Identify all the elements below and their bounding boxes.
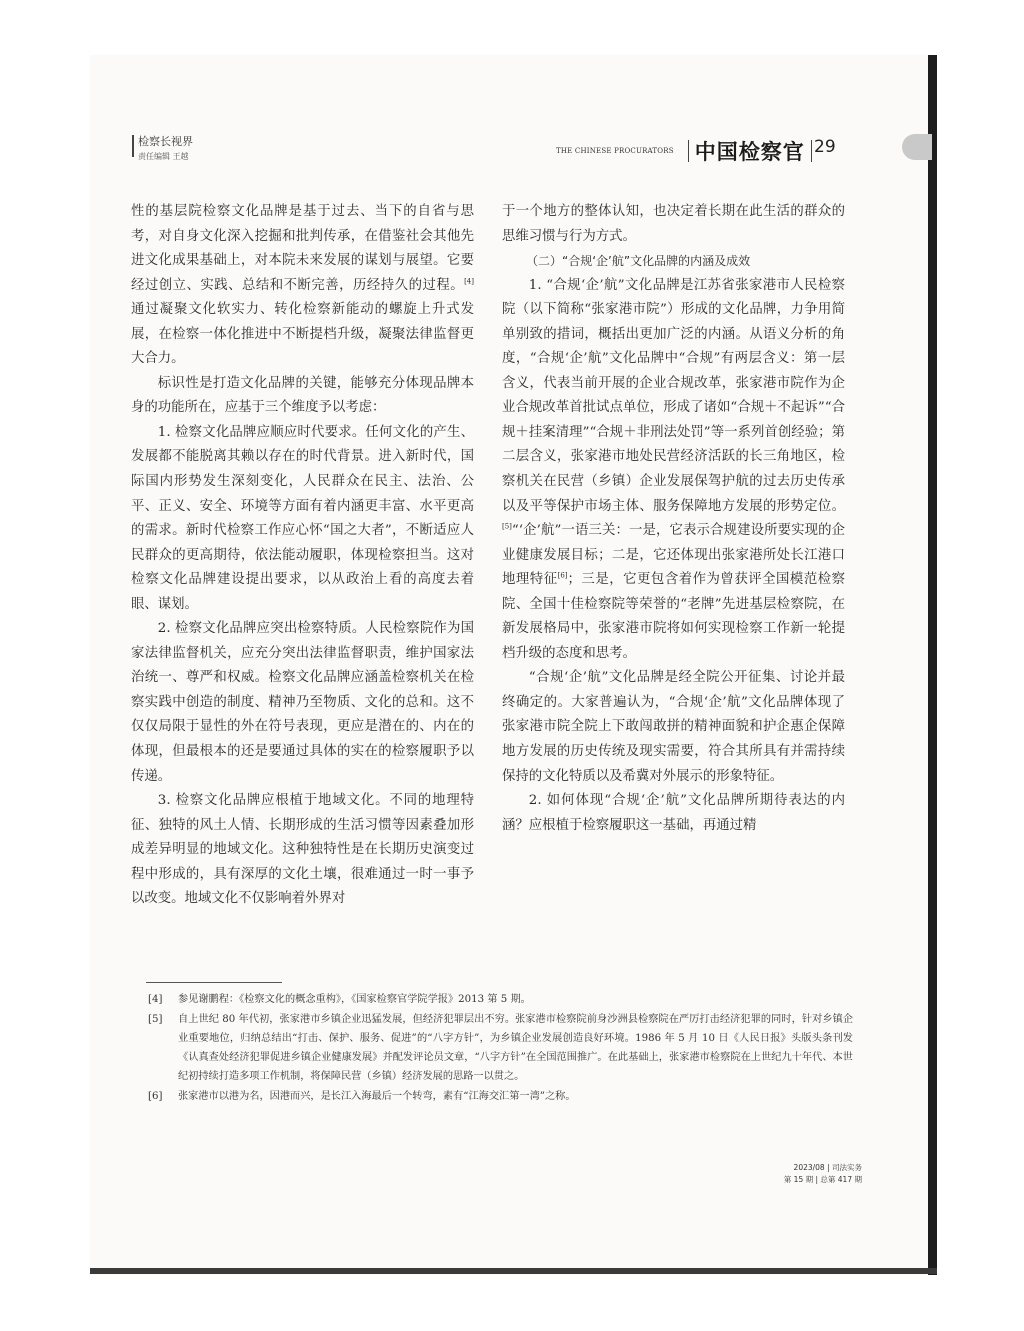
footnote-ref: [6] <box>557 571 568 580</box>
masthead <box>556 136 818 166</box>
page-spine <box>928 55 937 1275</box>
magazine-name-en: THE CHINESE PROCURATORS <box>556 147 674 155</box>
paragraph: 3. 检察文化品牌应根植于地域文化。不同的地理特征、独特的风土人情、长期形成的生活习惯等因素叠加形成差异明显的地域文化。这种独特性是在长期历史演变过程中形成的，具有深厚的文化土壤，很难通过一时一事予以改变。地域文化不仅影响着外界对 <box>131 793 474 907</box>
paragraph: “合规‘企’航”文化品牌是经全院公开征集、讨论并最终确定的。大家普遍认为，“合规‘企’航”文化品牌体现了张家港市院全院上下敢闯敢拼的精神面貌和护企惠企保障地方发展的历史传统及现实需要，符合其所具有并需持续保持的文化特质以及希冀对外展示的形象特征。 <box>502 670 845 784</box>
paragraph: 1. “合规‘企’航”文化品牌是江苏省张家港市人民检察院（以下简称“张家港市院”）形成的文化品牌，力争用简单别致的措词，概括出更加广泛的内涵。从语义分析的角度，“合规‘企’航”文化品牌中“合规”有两层含义：第一层含义，代表当前开展的企业合规改革，张家港市院作为企业合规改革首批试点单位，形成了诸如“合规＋不起诉”“合规＋挂案清理”“合规＋非刑法处罚”等一系列首创经验；第二层含义，张家港市地处民营经济活跃的长三角地区，检察机关在民营（乡镇）企业发展保驾护航的过去历史传承以及平等保护市场主体、服务保障地方发展的形势定位。[5]“‘企’航”一语三关：一是，它表示合规建设所要实现的企业健康发展目标；二是，它还体现出张家港所处长江港口地理特征[6]；三是，它更包含着作为曾获评全国模范检察院、全国十佳检察院等荣誉的“老牌”先进基层检察院，在新发展格局中，张家港市院将如何实现检察工作新一轮提档升级的态度和思考。 <box>502 277 846 661</box>
footnotes <box>148 990 853 1107</box>
masthead-divider <box>688 140 689 162</box>
footnote <box>148 990 853 1009</box>
section-bar <box>132 135 134 157</box>
subheading: （二）“合规‘企’航”文化品牌的内涵及成效 <box>526 254 751 269</box>
page-number: 29 <box>814 137 836 157</box>
section-header <box>138 133 193 162</box>
right-column <box>502 200 845 838</box>
masthead-divider <box>811 140 812 162</box>
paragraph: 2. 检察文化品牌应突出检察特质。人民检察院作为国家法律监督机关，应充分突出法律监督职责，维护国家法治统一、尊严和权威。检察文化品牌应涵盖检察机关在检察实践中创造的制度、精神乃至物质、文化的总和。这不仅仅局限于显性的外在符号表现，更应是潜在的、内在的体现，但最根本的还是要通过具体的实在的检察履职予以传递。 <box>131 621 474 784</box>
footnote-mark: [4] <box>148 994 163 1005</box>
magazine-name-cn: 中国检察官 <box>694 139 805 164</box>
paragraph: 于一个地方的整体认知，也决定着长期在此生活的群众的思维习惯与行为方式。 <box>502 204 845 244</box>
page-bottom-edge <box>90 1268 937 1274</box>
footnote-mark: [6] <box>148 1091 163 1102</box>
footnote <box>148 1087 853 1106</box>
footnote-text: 张家港市以港为名，因港而兴，是长江入海最后一个转弯，素有“江海交汇第一湾”之称。 <box>178 1091 576 1102</box>
section-title: 检察长视界 <box>138 135 193 148</box>
editor-credit: 责任编辑 王越 <box>138 152 189 161</box>
footnote-rule <box>146 982 282 983</box>
paragraph: 2. 如何体现“合规‘企’航”文化品牌所期待表达的内涵？应根植于检察履职这一基础，再通过精 <box>502 793 845 833</box>
left-column <box>131 200 474 912</box>
issue-number: 第 15 期 | 总第 417 期 <box>783 1175 862 1184</box>
page-tab-marker <box>902 134 932 160</box>
paragraph: 1. 检察文化品牌应顺应时代要求。任何文化的产生、发展都不能脱离其赖以存在的时代背景。进入新时代，国际国内形势发生深刻变化，人民群众在民主、法治、公平、正义、安全、环境等方面有着内涵更丰富、水平更高的需求。新时代检察工作应心怀“国之大者”，不断适应人民群众的更高期待，依法能动履职，体现检察担当。这对检察文化品牌建设提出要求，以从政治上看的高度去着眼、谋划。 <box>131 424 474 612</box>
footnote-text: 自上世纪 80 年代初，张家港市乡镇企业迅猛发展，但经济犯罪层出不穷。张家港市检察院前身沙洲县检察院在严厉打击经济犯罪的同时，针对乡镇企业重要地位，归纳总结出“打击、保护、服务、促进”的“八字方针”，为乡镇企业发展创造良好环境。1986 年 5 月 10 日《人民日报》头版头条刊发《认真查处经济犯罪促进乡镇企业健康发展》并配发评论员文章，“八字方针”在全国范围推广。在此基础上，张家港市检察院在上世纪九十年代、本世纪初持续打造多项工作机制，将保障民营（乡镇）经济发展的思路一以贯之。 <box>178 1014 853 1082</box>
issue-date: 2023/08 | 司法实务 <box>793 1163 862 1172</box>
footnote-text: 参见谢鹏程：《检察文化的概念重构》，《国家检察官学院学报》2013 第 5 期。 <box>178 994 531 1005</box>
paragraph: 标识性是打造文化品牌的关键，能够充分体现品牌本身的功能所在，应基于三个维度予以考虑： <box>131 375 474 416</box>
footnote <box>148 1010 853 1086</box>
issue-footer <box>752 1162 862 1186</box>
footnote-ref: [5] <box>502 522 512 531</box>
footnote-ref: [4] <box>464 277 474 286</box>
footnote-mark: [5] <box>148 1014 163 1025</box>
paragraph: 性的基层院检察文化品牌是基于过去、当下的自省与思考，对自身文化深入挖掘和批判传承，在借鉴社会其他先进文化成果基础上，对本院未来发展的谋划与展望。它要经过创立、实践、总结和不断完善，历经持久的过程。[4] 通过凝聚文化软实力、转化检察新能动的螺旋上升式发展，在检察一体化推进中不断提档升级，凝聚法律监督更大合力。 <box>131 204 474 367</box>
